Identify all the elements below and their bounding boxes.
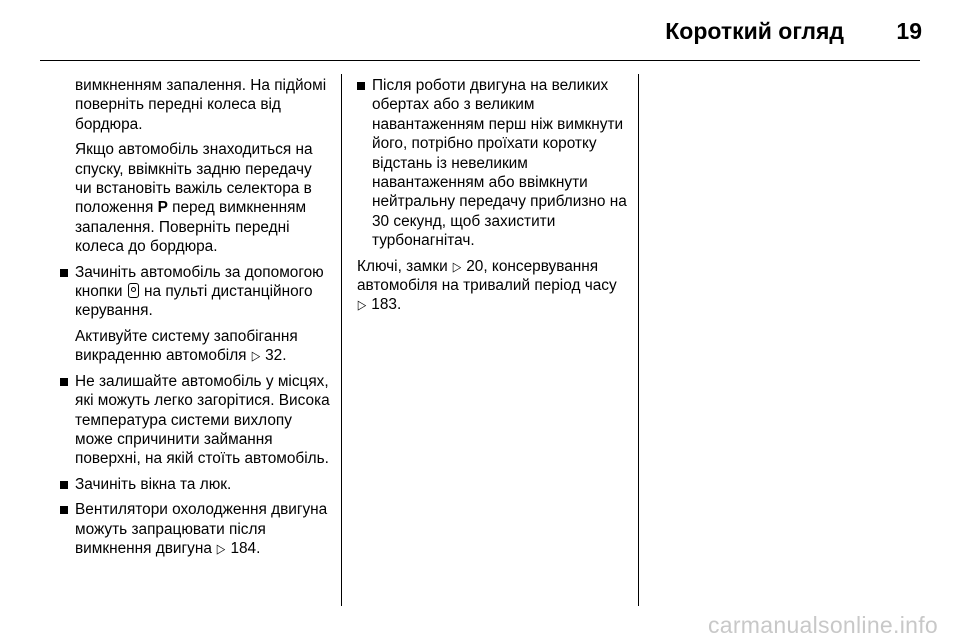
reference-arrow-icon: ▷: [452, 258, 462, 274]
paragraph-curb: вимкненням запалення. На підйомі поверніть передні колеса від бордюра.: [75, 77, 327, 133]
page-number: 19: [896, 18, 922, 44]
reference-arrow-icon: ▷: [357, 297, 367, 313]
list-item-close-windows: Зачиніть вікна та люк.: [60, 475, 332, 494]
right-column: [357, 76, 629, 321]
list-item-cooling-fans: Вентилятори охолодження двигуна можуть запрацювати після вимкнення двигуна ▷ 184.: [60, 500, 332, 558]
list-item-fire-risk: Не залишайте автомобіль у місцях, які можуть легко загорітися. Висока температура системи вихлопу може спричинити займання поверхні, на якій стоїть автомобіль.: [60, 372, 332, 469]
header-divider: [40, 60, 920, 61]
bullet-square-icon: [60, 481, 68, 489]
bullet-square-icon: [60, 378, 68, 386]
bullet-square-icon: [60, 506, 68, 514]
paragraph-downhill: Якщо автомобіль знаходиться на спуску, ввімкніть задню передачу чи встановіть важіль селектора в положення P перед вимкненням запалення. Поверніть передні колеса до бордюра.: [75, 141, 313, 256]
watermark: carmanualsonline.info: [707, 612, 938, 638]
paragraph-cross-references: Ключі, замки ▷ 20, консервування автомобіля на тривалий період часу ▷ 183.: [357, 257, 617, 314]
gear-position-p: P: [157, 199, 168, 217]
column-divider-left: [341, 74, 342, 606]
bullet-square-icon: [60, 269, 68, 277]
page-reference-link[interactable]: 184.: [230, 539, 261, 557]
list-item-lock-vehicle: Зачиніть автомобіль за допомогою кнопки на пульті дистанційного керування. Активуйте систему запобігання викраденню автомобіля ▷ 32.: [60, 263, 332, 366]
list-item-turbocharger: Після роботи двигуна на великих обертах або з великим навантаженням перш ніж вимкнути його, потрібно проїхати коротку відстань із невеликим навантаженням або ввімкнути нейтральну передачу приблизно на 30 секунд, щоб захистити турбонагнітач.: [357, 76, 629, 251]
reference-arrow-icon: ▷: [216, 540, 226, 556]
bullet-square-icon: [357, 82, 365, 90]
page-reference-link[interactable]: 183.: [371, 296, 402, 314]
lock-key-icon: [128, 283, 139, 298]
page-header: [0, 0, 960, 60]
page-title: Короткий огляд: [665, 18, 844, 44]
reference-arrow-icon: ▷: [251, 348, 261, 364]
page-reference-link[interactable]: 32.: [265, 347, 287, 365]
column-divider-right: [638, 74, 639, 606]
left-column: [60, 76, 332, 564]
page-reference-link[interactable]: 20: [466, 257, 484, 275]
